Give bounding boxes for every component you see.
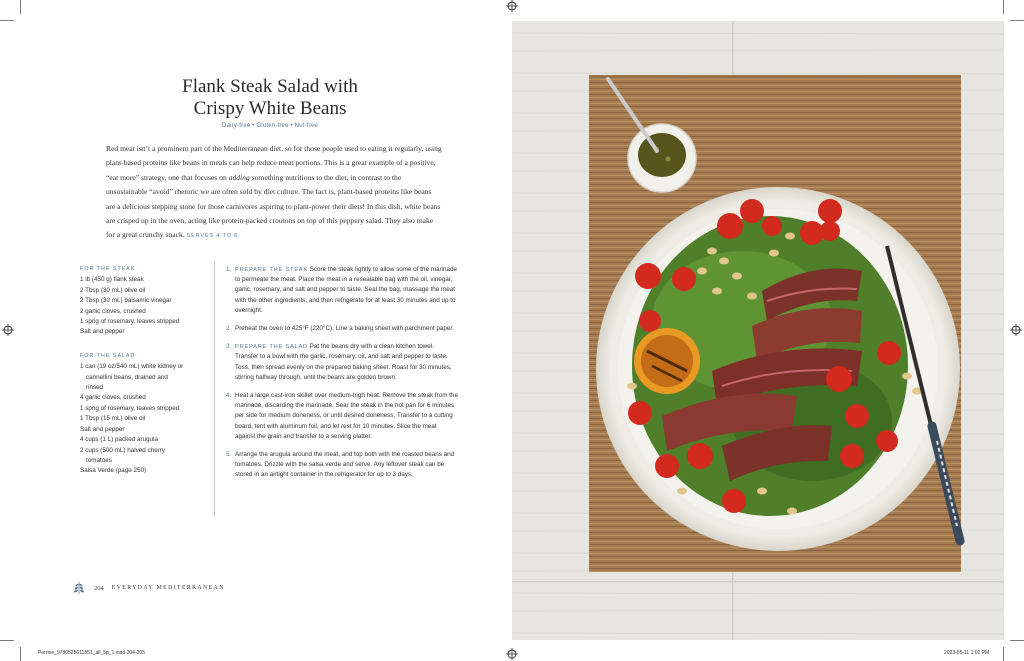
crop-mark [0,20,14,21]
serves-label: SERVES 4 TO 6 [186,233,238,240]
recipe-intro [106,142,442,244]
ingredient-item: 1 sprig of rosemary, leaves stripped [80,404,180,412]
method-step [226,391,458,442]
method-step [226,324,458,334]
olive-branch-icon [72,581,86,595]
ingredient-item: 4 cups (1 L) packed arugula [80,436,159,444]
page-number: 204 [94,584,104,592]
ingredient-item: 2 garlic cloves, crushed [80,307,146,315]
print-slug-file: Perrine_9780525611851_all_5p_1.indd 204-205 [38,650,145,656]
salad-ingredients-list [80,362,208,476]
step-text: Score the steak lightly to allow some of the marinade to permeate the meat. Place the meat in a resealable bag with the oil, vinegar, garlic, rosemary, and salt and pepper to taste. Seal the bag, massage the meat with the other ingredients, and then refrigerate for at least 30 minutes and up to overnight. [235,266,458,314]
title-line-1: Flank Steak Salad with [182,76,358,97]
step-text: Pat the beans dry with a clean kitchen towel. Transfer to a bowl with the garlic, rosemary, oil, and salt and pepper to taste. Toss, then spread evenly on the prepared baking sheet. Roast for 30 minutes, stirring halfway through, until the beans are golden brown. [235,343,452,381]
step-lead: PREPARE THE STEAK [235,267,308,273]
ingredient-line: tomatoes [86,456,112,464]
crop-mark [1010,640,1024,641]
method-step [226,450,458,481]
method-step [226,265,458,316]
step-text: Heat a large cast-iron skillet over medium-high heat. Remove the steak from the marinade, discarding the marinade. Sear the steak in the hot pan for 6 minutes per side for medium doneness, or until desired doneness. Transfer to a cutting board, tent with aluminum foil, and let rest for 10 minutes. Slice the meat against the grain and transfer to a serving platter. [235,392,458,440]
ingredient-item [80,446,208,467]
steak-ingredients-heading: FOR THE STEAK [80,266,136,272]
book-title: EVERYDAY MEDITERRANEAN [111,585,225,591]
ingredient-line: rinsed [86,384,104,392]
step-number: 2. [226,325,232,333]
crop-mark [1003,0,1004,14]
ingredient-item: 1 lb (450 g) flank steak [80,276,144,284]
ingredients-column [80,264,208,477]
ingredient-line: cannellini beans, drained and [86,373,168,381]
ingredient-item: Salsa Verde (page 250) [80,467,147,475]
ingredient-item: 1 sprig of rosemary, leaves stripped [80,318,180,326]
crop-mark [20,647,21,661]
step-number: 3. [226,343,232,351]
page-footer [72,581,225,595]
salad-ingredients-heading: FOR THE SALAD [80,352,136,359]
intro-text-2: something nutritious to the diet, in contrast to the unsustainable “avoid” rhetoric we are often sold by diet culture. The fact is, plant-based proteins like beans are a delicious stepping stone for those carnivores aspiring to plant-power their diets! In this dish, white beans are crisped up in the oven, acting like protein-packed croutons on top of this peppery salad. They also make for a great crunchy snack. [106,172,441,240]
method-step [226,342,458,383]
intro-text-1: Red meat isn’t a prominent part of the Mediterranean diet, so for those people used to eating it regularly, using plant-based proteins like beans in meals can help reduce meat portions. This is a great example of a positive, “eat more” strategy, one that focuses on [106,144,442,182]
ingredient-line: 2 cups (500 mL) halved cherry [80,446,166,454]
column-divider [214,262,215,516]
step-number: 1. [226,266,232,273]
crop-mark [0,640,14,641]
ingredient-item: 4 garlic cloves, crushed [80,394,146,402]
print-slug-date: 2023-05-11 1:02 PM [944,650,990,656]
crop-mark [1003,647,1004,661]
step-text: Preheat the oven to 425°F (220°C). Line a baking sheet with parchment paper. [235,325,454,333]
grilled-lemon [634,328,700,394]
ingredient-item: Salt and pepper [80,425,125,433]
ingredient-item: 2 Tbsp (30 mL) olive oil [80,286,146,294]
recipe-title [100,76,440,120]
registration-mark-icon [506,648,518,660]
crop-mark [1010,20,1024,21]
flank-steak-salad-photo [512,21,1004,640]
registration-mark-icon [506,0,518,12]
step-number: 4. [226,392,232,400]
crop-mark [20,0,21,14]
registration-mark-icon [2,324,14,336]
registration-mark-icon [1010,324,1022,336]
ingredient-item [80,362,208,393]
step-lead: PREPARE THE SALAD [235,344,308,351]
step-text: Arrange the arugula around the meat, and top both with the roasted beans and tomatoes. Drizzle with the salsa verde and serve. Any leftover steak can be stored in an airtight container in the refrigerator for up to 3 days. [235,451,455,479]
steak-ingredients-list [80,275,208,337]
salad-plate [596,187,960,551]
step-number: 5. [226,451,232,459]
ingredient-line: 1 can (19 oz/540 mL) white kidney or [80,363,184,371]
ingredient-item: 2 Tbsp (30 mL) balsamic vinegar [80,297,172,305]
title-line-2: Crispy White Beans [193,98,347,119]
intro-emphasis: adding [228,172,250,182]
diet-tags: Dairy-free • Gluten-free • Nut-free [222,123,318,129]
ingredient-item: 1 Tbsp (15 mL) olive oil [80,415,146,423]
method-steps [226,265,458,489]
ingredient-item: Salt and pepper [80,328,125,336]
